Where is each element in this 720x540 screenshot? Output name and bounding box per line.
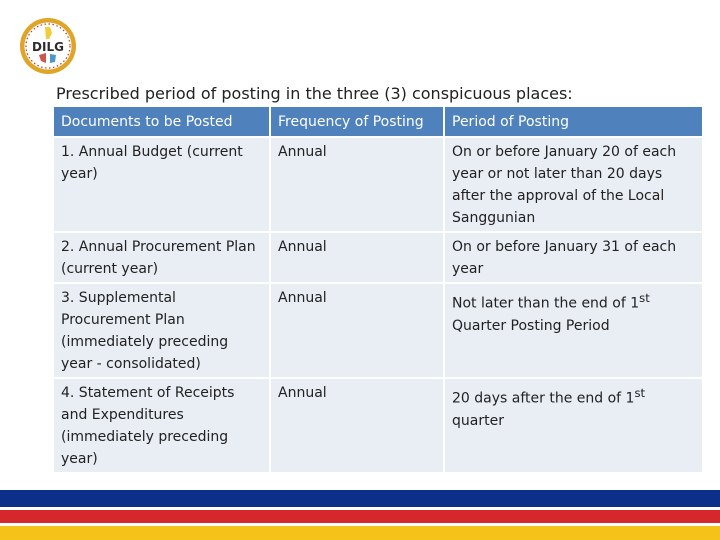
period-cell [444, 378, 702, 472]
document-cell: 4. Statement of Receipts and Expenditures (immediately preceding year) [54, 378, 270, 472]
page-heading: Prescribed period of posting in the three (3) conspicuous places: [56, 84, 573, 103]
document-cell: 3. Supplemental Procurement Plan (immediately preceding year - consolidated) [54, 283, 270, 378]
table-header-row [54, 107, 702, 137]
footer-stripe-blue [0, 490, 720, 507]
period-text: Quarter Posting Period [452, 317, 610, 334]
logo-text: DILG [32, 40, 64, 54]
period-cell [444, 283, 702, 378]
table-row [54, 137, 702, 232]
period-text: Not later than the end of 1 [452, 295, 640, 312]
document-cell: 1. Annual Budget (current year) [54, 137, 270, 232]
dilg-logo [19, 17, 77, 75]
posting-table [54, 107, 702, 472]
table-row [54, 232, 702, 283]
period-cell: On or before January 31 of each year [444, 232, 702, 283]
column-header-period: Period of Posting [444, 107, 702, 137]
ordinal-suffix: st [639, 291, 650, 305]
footer-stripe-yellow [0, 526, 720, 540]
column-header-documents: Documents to be Posted [54, 107, 270, 137]
table-row [54, 283, 702, 378]
footer-stripe-red [0, 510, 720, 523]
column-header-frequency: Frequency of Posting [270, 107, 444, 137]
ordinal-suffix: st [634, 386, 646, 400]
table-row [54, 378, 702, 472]
frequency-cell: Annual [270, 283, 444, 378]
dilg-seal-icon [19, 17, 77, 75]
period-text: quarter [452, 412, 504, 429]
period-text: 20 days after the end of 1 [452, 390, 635, 407]
frequency-cell: Annual [270, 232, 444, 283]
period-cell: On or before January 20 of each year or not later than 20 days after the approval of the Local Sanggunian [444, 137, 702, 232]
frequency-cell: Annual [270, 137, 444, 232]
document-cell: 2. Annual Procurement Plan (current year) [54, 232, 270, 283]
frequency-cell: Annual [270, 378, 444, 472]
